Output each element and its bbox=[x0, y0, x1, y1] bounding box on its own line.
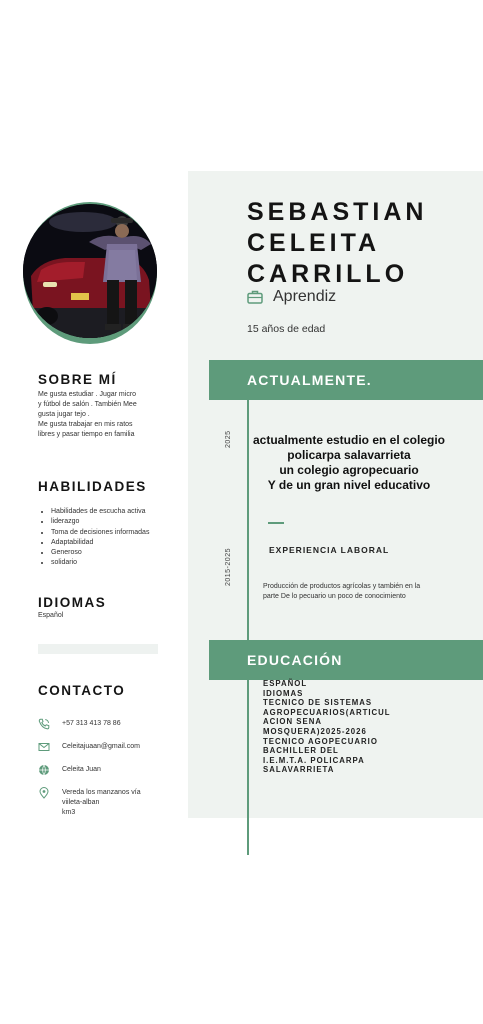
contact-title: CONTACTO bbox=[38, 683, 126, 698]
skill-item: • Adaptabilidad bbox=[51, 538, 149, 548]
current-description: actualmente estudio en el colegio policarpa salavarrieta un colegio agropecuario Y de un gran nivel educativo bbox=[252, 433, 446, 492]
name-line-3: CARRILLO bbox=[247, 260, 409, 288]
education-line: AGROPECUARIOS(ARTICUL bbox=[263, 707, 391, 717]
education-section-header bbox=[209, 640, 483, 680]
about-line: y fútbol de salón . También Mee bbox=[38, 401, 137, 408]
current-title: ACTUALMENTE. bbox=[247, 372, 372, 388]
age-text: 15 años de edad bbox=[247, 323, 326, 335]
about-title: SOBRE MÍ bbox=[38, 372, 117, 387]
skill-item: • Generoso bbox=[51, 548, 149, 558]
education-line: ESPAÑOL bbox=[263, 679, 308, 688]
experience-line: parte De lo pecuario un poco de conocimiento bbox=[263, 593, 406, 600]
full-name bbox=[247, 197, 427, 290]
skills-list bbox=[38, 507, 149, 569]
address-line: Vereda los manzanos vía bbox=[62, 789, 141, 796]
about-line: Me gusta estudiar . Jugar micro bbox=[38, 391, 137, 398]
name-line-2: CELEITA bbox=[247, 229, 381, 257]
education-line: IDIOMAS bbox=[263, 688, 304, 698]
globe-icon bbox=[38, 764, 50, 776]
phone-text: +57 313 413 78 86 bbox=[62, 720, 121, 727]
phone-icon bbox=[38, 718, 50, 730]
education-line: TECNICO DE SISTEMAS bbox=[263, 698, 373, 708]
experience-title: EXPERIENCIA LABORAL bbox=[269, 545, 390, 555]
skill-item: • solidario bbox=[51, 558, 149, 568]
current-year: 2025 bbox=[225, 430, 232, 448]
location-icon bbox=[38, 787, 50, 799]
about-line: Me gusta trabajar en mis ratos bbox=[38, 421, 133, 428]
name-line-1: SEBASTIAN bbox=[247, 198, 428, 226]
skill-item: • Toma de decisiones informadas bbox=[51, 528, 149, 538]
education-list bbox=[263, 679, 391, 775]
education-line: I.E.M.T.A. POLICARPA bbox=[263, 755, 365, 765]
about-text bbox=[38, 390, 163, 440]
languages-title: IDIOMAS bbox=[38, 595, 107, 610]
education-line: SALAVARRIETA bbox=[263, 765, 335, 775]
web-text: Celeita Juan bbox=[62, 766, 101, 773]
separator-dash bbox=[268, 522, 284, 524]
education-line: TECNICO AGOPECUARIO bbox=[263, 736, 378, 746]
address-text bbox=[62, 788, 172, 818]
current-section-header bbox=[209, 360, 483, 400]
skills-title: HABILIDADES bbox=[38, 479, 147, 494]
education-line: ACION SENA bbox=[263, 717, 322, 727]
address-line: viileta-alban bbox=[62, 799, 100, 806]
job-title: Aprendiz bbox=[273, 288, 337, 305]
experience-line: Producción de productos agrícolas y también en la bbox=[263, 583, 421, 590]
education-title: EDUCACIÓN bbox=[247, 652, 343, 668]
decorative-bar bbox=[38, 644, 158, 654]
mail-icon bbox=[38, 741, 50, 753]
skill-item: • Habilidades de escucha activa bbox=[51, 507, 149, 517]
email-text: Celeitajuaan@gmail.com bbox=[62, 743, 140, 750]
profile-photo bbox=[23, 204, 157, 338]
about-line: gusta jugar tejo . bbox=[38, 411, 90, 418]
education-line: BACHILLER DEL bbox=[263, 746, 339, 756]
education-line: MOSQUERA)2025-2026 bbox=[263, 726, 367, 736]
experience-description bbox=[263, 582, 458, 602]
experience-years: 2015-2025 bbox=[225, 548, 232, 586]
language-value: Español bbox=[38, 612, 64, 619]
about-line: libres y pasar tiempo en familia bbox=[38, 431, 135, 438]
skill-item: • liderazgo bbox=[51, 517, 149, 527]
briefcase-icon bbox=[247, 290, 263, 304]
address-line: km3 bbox=[62, 809, 76, 816]
